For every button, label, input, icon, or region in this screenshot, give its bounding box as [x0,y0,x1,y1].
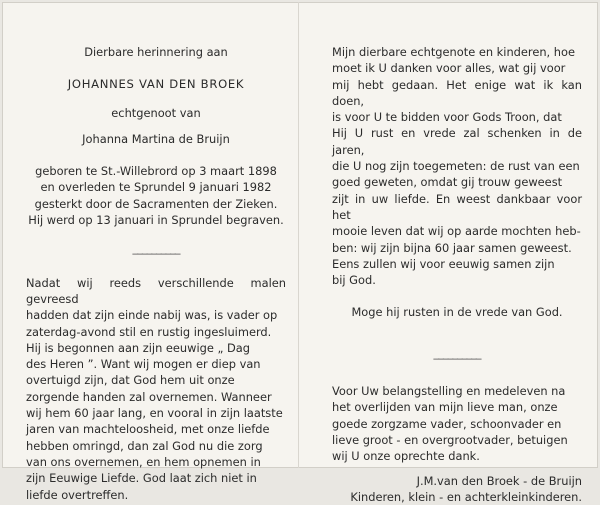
fold-line [298,2,299,468]
prayer-line: is voor U te bidden voor Gods Troon, dat [332,110,562,125]
body-line: hebben omringd, dan zal God nu die zorg [26,438,263,453]
body-line: zaterdag-avond stil en rustig ingesluimerd. [26,324,272,339]
biography [26,163,286,228]
prayer-line: moet ik U danken voor alles, wat gij voor [332,61,566,76]
prayer-line: Hij U rust en vrede zal schenken in de jaren, [332,126,582,157]
thanks-line: lieve groot - en overgrootvader, betuigen [332,432,568,447]
body-line: zorgende handen zal overnemen. Wanneer [26,389,272,404]
thanks-text [332,383,582,464]
bio-line: Hij werd op 13 januari in Sprundel begraven. [28,213,284,228]
body-line: wij hem 60 jaar lang, en vooral in zijn laatste [26,406,283,421]
obituary-text [26,275,286,503]
separator: __________ [433,345,481,360]
prayer-line: bij God. [332,273,376,288]
body-line: van ons overnemen, en hem opnemen in [26,454,261,469]
deceased-name: JOHANNES VAN DEN BROEK [67,77,245,92]
spouse-label: echtgenoot van [111,105,201,120]
rest-in-peace: Moge hij rusten in de vrede van God. [351,305,563,320]
body-line: zijn Eeuwige Liefde. God laat zich niet in [26,471,257,486]
prayer-line: ben: wij zijn bijna 60 jaar samen geweest. [332,240,572,255]
body-line: liefde overtreffen. [26,487,129,502]
left-panel [26,44,286,503]
separator: __________ [132,241,180,256]
family-line: Kinderen, klein - en achterkleinkinderen. [350,489,582,504]
bio-line: gesterkt door de Sacramenten der Zieken. [34,196,278,211]
bio-line: geboren te St.-Willebrord op 3 maart 1898 [35,164,277,179]
thanks-line: goede zorgzame vader, schoonvader en [332,416,562,431]
prayer-line: zijt in uw liefde. En weest dankbaar voor het [332,191,582,222]
thanks-line: Voor Uw belangstelling en medeleven na [332,384,566,399]
body-line: overtuigd zijn, dat God hem uit onze [26,373,235,388]
body-line: des Heren ”. Want wij mogen er diep van [26,357,261,372]
prayer-line: Mijn dierbare echtgenote en kinderen, hoe [332,45,575,59]
thanks-line: wij U onze oprechte dank. [332,449,480,464]
prayer-line: goed geweten, omdat gij trouw geweest [332,175,563,190]
right-panel [332,44,582,505]
thanks-line: het overlijden van mijn lieve man, onze [332,400,558,415]
prayer-line: mooie leven dat wij op aarde mochten heb- [332,224,581,239]
body-line: hadden dat zijn einde nabij was, is vader op [26,308,278,323]
prayer-line: Eens zullen wij voor eeuwig samen zijn [332,256,555,271]
body-line: Nadat wij reeds verschillende malen gevreesd [26,275,286,306]
signature: J.M.van den Broek - de Bruijn [416,473,582,488]
body-line: jaren van machteloosheid, met onze liefde [26,422,270,437]
spouse-name: Johanna Martina de Bruijn [82,131,230,146]
body-line: Hij is begonnen aan zijn eeuwige „ Dag [26,340,250,355]
prayer-line: die U nog zijn toegemeten: de rust van een [332,159,580,174]
greeting: Dierbare herinnering aan [84,45,228,59]
prayer-text [332,44,582,288]
prayer-line: mij hebt gedaan. Het enige wat ik kan doen, [332,77,582,108]
bio-line: en overleden te Sprundel 9 januari 1982 [40,180,272,195]
